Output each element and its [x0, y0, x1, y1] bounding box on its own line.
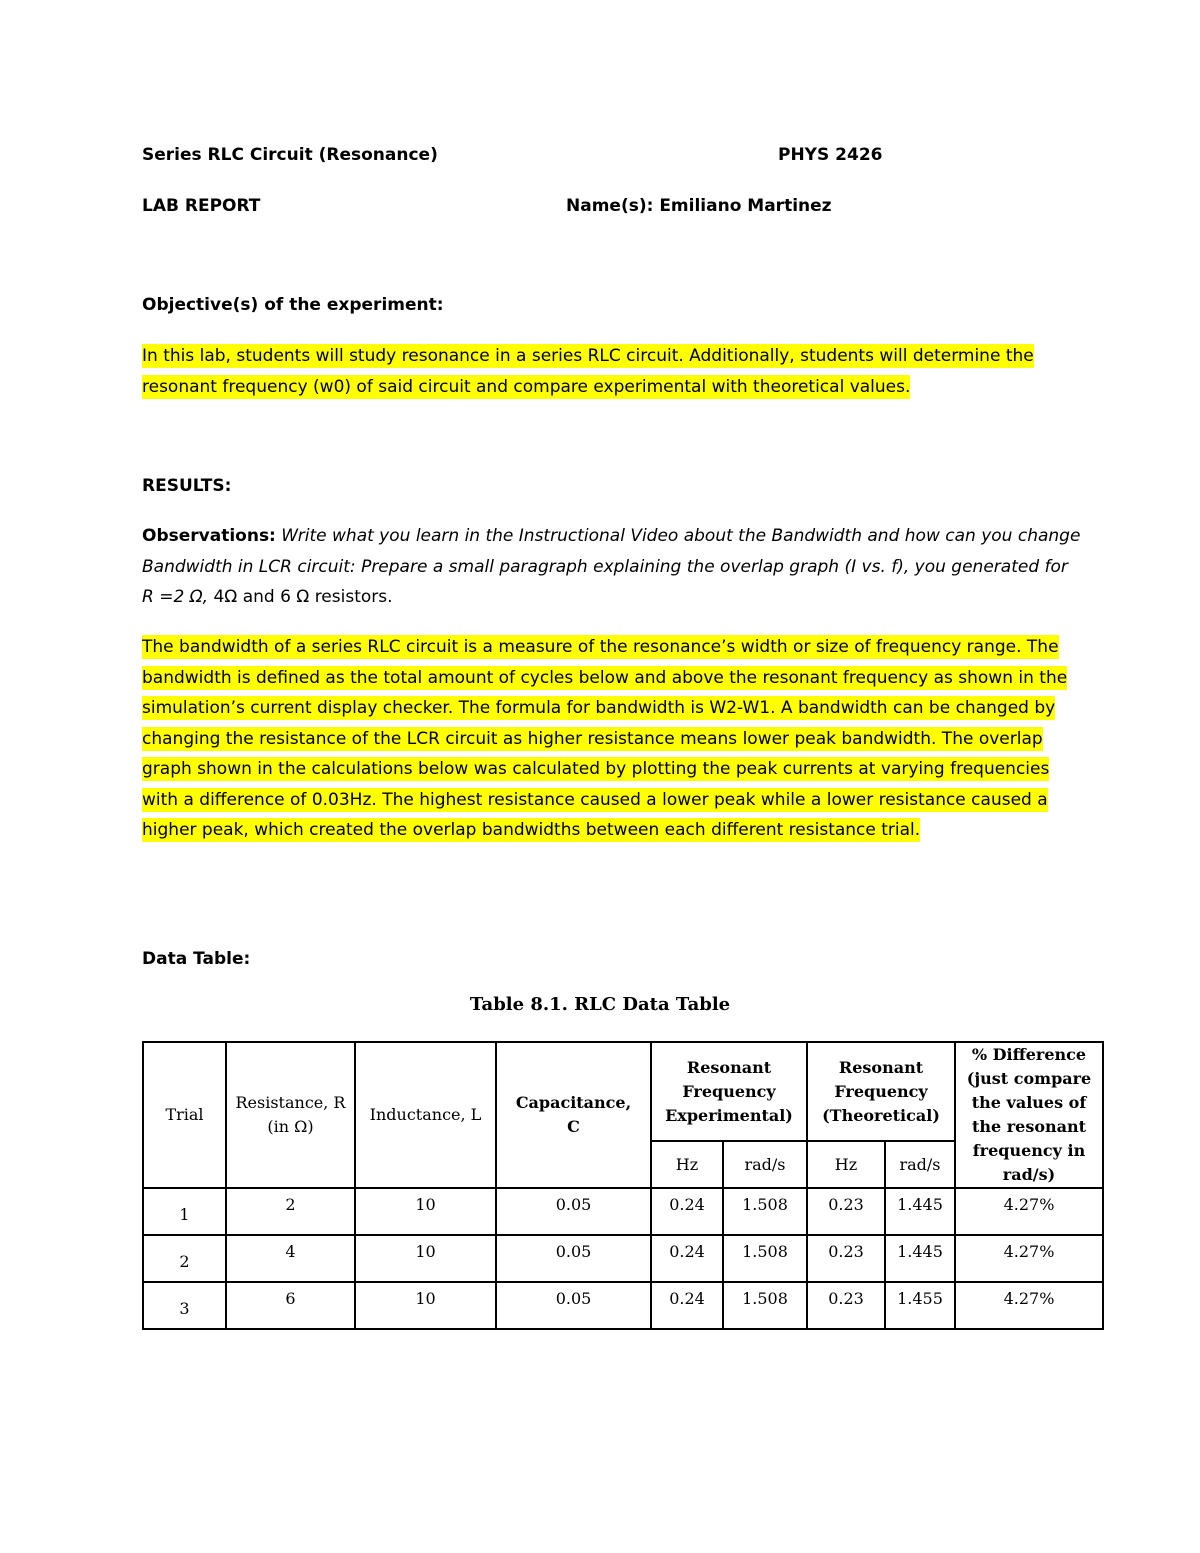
header-capacitance: Capacitance, C: [496, 1042, 651, 1188]
header-trial: Trial: [143, 1042, 226, 1188]
table-row: [143, 1235, 1103, 1282]
objective-highlight: In this lab, students will study resonance in a series RLC circuit. Additionally, students will determine the resonant frequency (w0) of said circuit and compare experimental with theoretical values.: [142, 346, 1034, 397]
cell-capacitance: 0.05: [496, 1188, 651, 1235]
cell-inductance: 10: [355, 1188, 496, 1235]
cell-percent-difference: 4.27%: [955, 1282, 1103, 1329]
rlc-data-table: [142, 1041, 1104, 1330]
header-rads-experimental: rad/s: [723, 1141, 807, 1188]
header-resonant-theoretical: Resonant Frequency (Theoretical): [807, 1042, 955, 1141]
cell-rads-experimental: 1.508: [723, 1188, 807, 1235]
observations-answer: [142, 632, 1082, 846]
objective-text: [142, 341, 1082, 402]
cell-resistance: 4: [226, 1235, 355, 1282]
data-table-heading: Data Table:: [142, 949, 251, 969]
cell-percent-difference: 4.27%: [955, 1188, 1103, 1235]
cell-inductance: 10: [355, 1282, 496, 1329]
cell-hz-theoretical: 0.23: [807, 1188, 885, 1235]
cell-hz-theoretical: 0.23: [807, 1282, 885, 1329]
cell-resistance: 6: [226, 1282, 355, 1329]
answer-highlight: The bandwidth of a series RLC circuit is a measure of the resonance’s width or size of frequency range. The bandwidth is defined as the total amount of cycles below and above the resonant frequency as shown in the simulation’s current display checker. The formula for bandwidth is W2-W1. A bandwidth can be changed by changing the resistance of the LCR circuit as higher resistance means lower peak bandwidth. The overlap graph shown in the calculations below was calculated by plotting the peak currents at varying frequencies with a difference of 0.03Hz. The highest resistance caused a lower peak while a lower resistance caused a higher peak, which created the overlap bandwidths between each different resistance trial.: [142, 637, 1068, 840]
header-hz-experimental: Hz: [651, 1141, 723, 1188]
cell-trial: 2: [143, 1235, 226, 1282]
cell-capacitance: 0.05: [496, 1282, 651, 1329]
cell-rads-experimental: 1.508: [723, 1235, 807, 1282]
cell-percent-difference: 4.27%: [955, 1235, 1103, 1282]
cell-inductance: 10: [355, 1235, 496, 1282]
cell-hz-experimental: 0.24: [651, 1235, 723, 1282]
report-label: LAB REPORT: [142, 196, 261, 216]
table-row: [143, 1188, 1103, 1235]
cell-rads-experimental: 1.508: [723, 1282, 807, 1329]
cell-rads-theoretical: 1.445: [885, 1188, 955, 1235]
observations-question: Write what you learn in the Instructional Video about the Bandwidth and how can you change Bandwidth in LCR circuit: Prepare a small paragraph explaining the overlap graph (I vs. f), you generated for R =2 Ω,: [142, 526, 1081, 607]
header-hz-theoretical: Hz: [807, 1141, 885, 1188]
header-inductance: Inductance, L: [355, 1042, 496, 1188]
observations-label: Observations:: [142, 526, 276, 546]
observations-prompt: [142, 521, 1082, 613]
cell-hz-experimental: 0.24: [651, 1282, 723, 1329]
header-rads-theoretical: rad/s: [885, 1141, 955, 1188]
table-row: [143, 1282, 1103, 1329]
cell-resistance: 2: [226, 1188, 355, 1235]
cell-hz-theoretical: 0.23: [807, 1235, 885, 1282]
cell-trial: 1: [143, 1188, 226, 1235]
header-resistance: Resistance, R (in Ω): [226, 1042, 355, 1188]
report-title: Series RLC Circuit (Resonance): [142, 145, 438, 165]
cell-trial: 3: [143, 1282, 226, 1329]
results-heading: RESULTS:: [142, 476, 232, 496]
observations-question-tail: 4Ω and 6 Ω resistors.: [213, 587, 393, 607]
cell-capacitance: 0.05: [496, 1235, 651, 1282]
student-names: Name(s): Emiliano Martinez: [566, 196, 832, 216]
objective-heading: Objective(s) of the experiment:: [142, 295, 444, 315]
cell-rads-theoretical: 1.445: [885, 1235, 955, 1282]
header-resonant-experimental: Resonant Frequency Experimental): [651, 1042, 807, 1141]
cell-hz-experimental: 0.24: [651, 1188, 723, 1235]
header-percent-difference: % Difference (just compare the values of the resonant frequency in rad/s): [955, 1042, 1103, 1188]
table-caption: Table 8.1. RLC Data Table: [469, 994, 731, 1015]
course-code: PHYS 2426: [778, 145, 883, 165]
cell-rads-theoretical: 1.455: [885, 1282, 955, 1329]
